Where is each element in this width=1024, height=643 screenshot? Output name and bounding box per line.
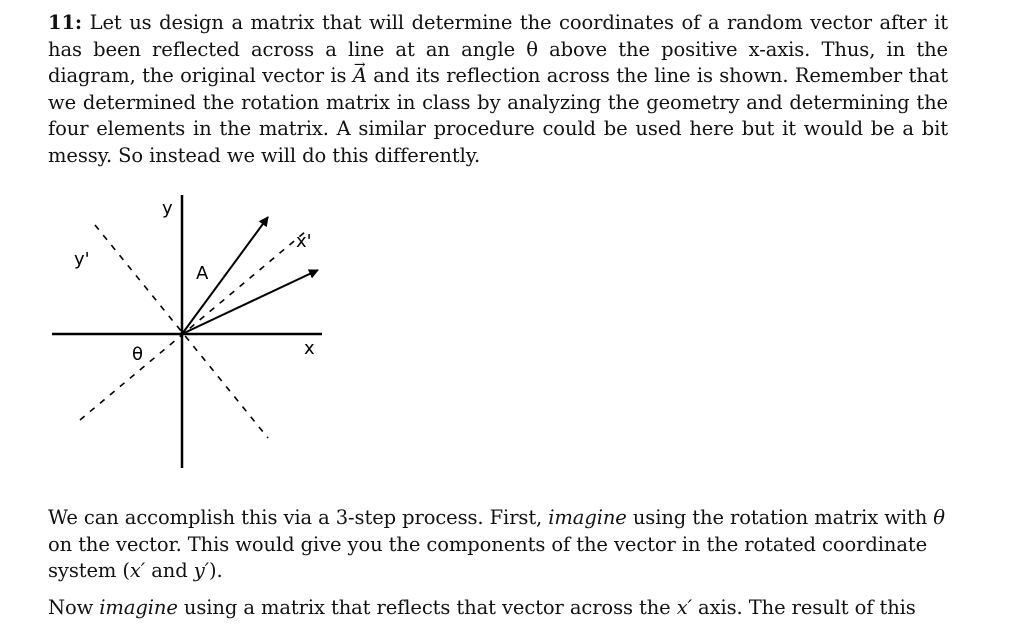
step-two-emphasis: imagine	[99, 596, 178, 619]
theta-symbol: θ	[933, 506, 945, 529]
step-one-paragraph	[48, 505, 948, 585]
step-two-paragraph	[48, 595, 948, 622]
problem-number: 11:	[48, 11, 83, 34]
step-one-text-2: using the rotation matrix with	[626, 506, 934, 529]
vector-a-arrow	[182, 217, 268, 334]
y-prime-symbol: y′	[193, 559, 209, 582]
step-two-text-3: axis. The result of this	[691, 596, 916, 619]
step-one-text-4: and	[145, 559, 194, 582]
x-prime-label: x'	[296, 231, 312, 252]
vector-symbol: → A	[353, 63, 367, 90]
problem-intro-paragraph	[48, 10, 948, 169]
theta-label: θ	[132, 344, 144, 365]
step-two-text: Now	[48, 596, 100, 619]
reflection-diagram	[40, 190, 340, 475]
step-two-text-2: using a matrix that reflects that vector across the	[177, 596, 677, 619]
y-prime-label: y'	[74, 249, 90, 270]
step-one-text: We can accomplish this via a 3-step process. First,	[48, 506, 549, 529]
intro-text: Let us design a matrix that will determine the coordinates of a random vector after it has been reflected across a line at an angle θ above the positive x-axis. Thus, in the diagram, the original vector is	[48, 11, 948, 87]
x-axis-label: x	[304, 338, 315, 359]
x-prime-axis	[80, 232, 305, 420]
vector-a-label: A	[196, 263, 209, 284]
intro-text-continued: and its reflection across the line is shown. Remember that we determined the rotation matrix in class by analyzing the geometry and determining the four elements in the matrix. A similar procedure could be used here but it would be a bit messy. So instead we will do this differently.	[48, 64, 949, 167]
y-axis-label: y	[162, 198, 173, 219]
step-one-emphasis: imagine	[548, 506, 627, 529]
x-prime-symbol-2: x′	[676, 596, 692, 619]
step-one-text-5: ).	[208, 559, 223, 582]
step-one-text-3: on the vector. This would give you the components of the vector in the rotated coordinate system (	[48, 532, 928, 582]
x-prime-symbol: x′	[129, 559, 146, 582]
